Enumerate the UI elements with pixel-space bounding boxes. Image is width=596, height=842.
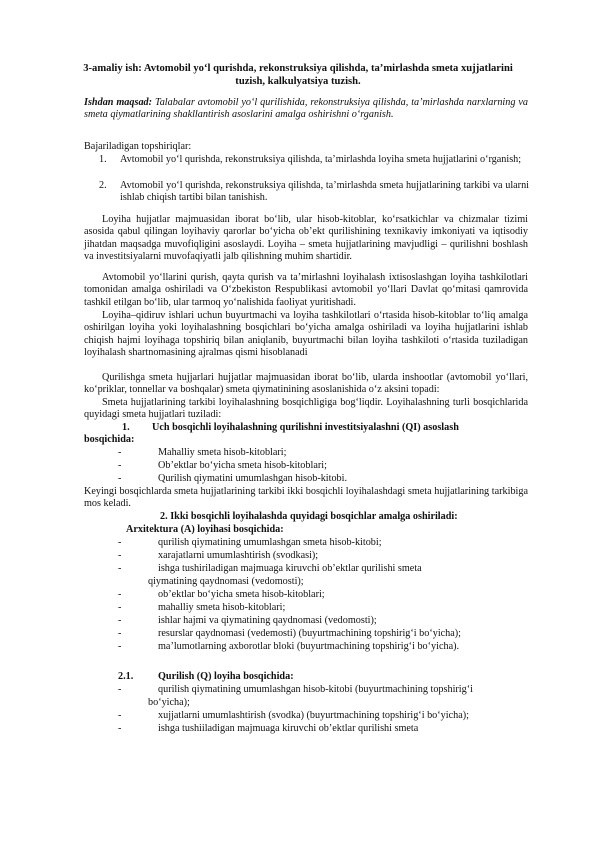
- task-item: [99, 180, 529, 205]
- list-item: [118, 460, 528, 472]
- section1-heading-cont: bosqichida:: [84, 434, 135, 445]
- list-item-text: mahalliy smeta hisob-kitoblari;: [158, 602, 286, 613]
- dash-bullet: -: [118, 723, 122, 734]
- list-item-text: ishga tushiiladigan majmuaga kiruvchi ob’ektlar qurilishi smeta: [158, 723, 419, 734]
- list-item-text: ma’lumotlarning axborotlar bloki (buyurtmachining topshirig‘i bo‘yicha).: [158, 641, 460, 652]
- section21-number: 2.1.: [118, 671, 134, 682]
- list-item-text: qurilish qiymatining umumlashgan hisob-kitobi (buyurtmachining topshirig‘i: [158, 684, 473, 695]
- dash-bullet: -: [118, 550, 122, 561]
- section1-title: Uch bosqichli loyihalashning qurilishni investitsiyalashni (QI) asoslash: [152, 422, 459, 433]
- list-item: [118, 537, 528, 549]
- tasks-heading: Bajariladigan topshiriqlar:: [84, 141, 192, 152]
- list-item-text: xujjatlarni umumlashtirish (svodka) (buyurtmachining topshirig‘i bo‘yicha);: [158, 710, 469, 721]
- list-item: [118, 563, 528, 575]
- body-paragraph: Avtomobil yo‘llarini qurish, qayta qurish va ta’mirlashni loyihalash ixtisoslashgan loyiha tashkilotlari tomonidan amalga oshiriladi va O‘zbekiston Respublikasi avtomobil yo‘llari Davlat qo‘mitasi qamrovida tashkil etilgan bo‘lib, ular tarmoq yo‘nalishida faoliyat yuritishadi.: [84, 272, 528, 308]
- list-item-text: xarajatlarni umumlashtirish (svodkasi);: [158, 550, 319, 561]
- dash-bullet: -: [118, 628, 122, 639]
- dash-bullet: -: [118, 589, 122, 600]
- list-item: [118, 447, 528, 459]
- body-paragraph: Loyiha hujjatlar majmuasidan iborat bo‘lib, ular hisob-kitoblar, ko‘rsatkichlar va chizmalar tizimi asosida qabul qilingan loyihaviy qarorlar bo‘yicha ob’ekt qurilishining texnikaviy imkoniyati va iqtisodiy jihatdan maqsadga muvofiqligini asoslaydi. Loyiha – smeta hujjatlarining mavjudligi – qurilishni boshlash va investitsiyalarni muvofaqiyatli jalb qilishning muhim shartidir.: [84, 214, 528, 262]
- list-item: [118, 641, 528, 653]
- dash-bullet: -: [118, 602, 122, 613]
- section1-number: 1.: [122, 422, 130, 433]
- section2-heading: 2. Ikki bosqichli loyihalashda quyidagi bosqichlar amalga oshiriladi:: [160, 511, 458, 522]
- list-item-continuation: qiymatining qaydnomasi (vedomosti);: [148, 576, 304, 587]
- dash-bullet: -: [118, 537, 122, 548]
- list-item: [118, 473, 528, 485]
- dash-bullet: -: [118, 615, 122, 626]
- goal-paragraph: [84, 97, 528, 122]
- goal-text: Talabalar avtomobil yo‘l qurilishida, rekonstruksiya qilishda, ta’mirlashda narxlarning va smeta qiymatlarining shakllantirish asoslarini amalga oshirishni o‘rganish.: [84, 97, 528, 121]
- dash-bullet: -: [118, 641, 122, 652]
- dash-bullet: -: [118, 563, 122, 574]
- list-item-text: Mahalliy smeta hisob-kitoblari;: [158, 447, 287, 458]
- page-title: 3-amaliy ish: Avtomobil yo‘l qurishda, rekonstruksiya qilishda, ta’mirlashda smeta xujjatlarini tuzish, kalkulyatsiya tuzish.: [83, 63, 513, 87]
- body-paragraph: Smeta hujjatlarining tarkibi loyihalashning bosqichligiga bog‘liqdir. Loyihalashning turli bosqichlarida quyidagi smeta hujjatlari tuziladi:: [84, 397, 528, 421]
- dash-bullet: -: [118, 473, 122, 484]
- list-item-text: ishga tushiriladigan majmuaga kiruvchi ob’ektlar qurilishi smeta: [158, 563, 422, 574]
- list-item: [118, 723, 528, 735]
- section21-title: Qurilish (Q) loyiha bosqichida:: [158, 671, 294, 682]
- dash-bullet: -: [118, 460, 122, 471]
- task-text: Avtomobil yo‘l qurishda, rekonstruksiya qilishda, ta’mirlashda loyiha smeta hujjatlarini o‘rganish;: [120, 154, 522, 165]
- body-paragraph: Qurilishga smeta hujjarlari hujjatlar majmuasidan iborat bo‘lib, ularda inshootlar (avtomobil yo‘llari, ko‘priklar, tonnellar va boshqalar) smeta qiymatinining asoslanishida o‘z aksini topadi:: [84, 372, 528, 396]
- list-item-text: ob’ektlar bo‘yicha smeta hisob-kitoblari;: [158, 589, 325, 600]
- list-item: [118, 602, 528, 614]
- task-item: [99, 154, 529, 166]
- dash-bullet: -: [118, 684, 122, 695]
- list-item-text: ishlar hajmi va qiymatining qaydnomasi (vedomosti);: [158, 615, 377, 626]
- body-paragraph: Loyiha–qidiruv ishlari uchun buyurtmachi va loyiha tashkilotlari o‘rtasida hisob-kitoblar to‘liq amalga oshirilgan loyiha yoki loyihalashning bosqichlari bo‘yicha amalga oshiriladi va loyiha hujjatlarini ishlab chiqish hajmi loyihaga topshiriq bilan aniqlanib, buyurtmachi bilan loyiha tashkiloti o‘rtasida tuziladigan loyihalash shartnomasining ajralmas qismi hisoblanadi: [84, 310, 528, 358]
- list-item-text: Qurilish qiymatini umumlashgan hisob-kitobi.: [158, 473, 348, 484]
- list-item: [118, 589, 528, 601]
- task-number: 1.: [99, 154, 107, 165]
- list-item-continuation: bo‘yicha);: [148, 697, 190, 708]
- goal-label: Ishdan maqsad:: [84, 97, 153, 108]
- list-item-text: qurilish qiymatining umumlashgan smeta hisob-kitobi;: [158, 537, 382, 548]
- task-text: Avtomobil yo‘l qurishda, rekonstruksiya qilishda, ta’mirlashda smeta hujjatlarining tarkibi va ularni ishlab chiqish tartibi bilan tanishish.: [120, 180, 529, 204]
- section2-subheading: Arxitektura (A) loyihasi bosqichida:: [126, 524, 284, 535]
- list-item-text: Ob’ektlar bo‘yicha smeta hisob-kitoblari;: [158, 460, 327, 471]
- task-number: 2.: [99, 180, 107, 191]
- body-paragraph: Keyingi bosqichlarda smeta hujjatlarining tarkibi ikki bosqichli loyihalashdagi smeta hujjatlarining tarkibiga mos keladi.: [84, 486, 528, 510]
- list-item: [118, 710, 528, 722]
- dash-bullet: -: [118, 710, 122, 721]
- dash-bullet: -: [118, 447, 122, 458]
- list-item: [118, 550, 528, 562]
- list-item-text: resurslar qaydnomasi (vedemosti) (buyurtmachining topshirig‘i bo‘yicha);: [158, 628, 462, 639]
- list-item: [118, 615, 528, 627]
- list-item: [118, 628, 528, 640]
- list-item: [118, 684, 528, 696]
